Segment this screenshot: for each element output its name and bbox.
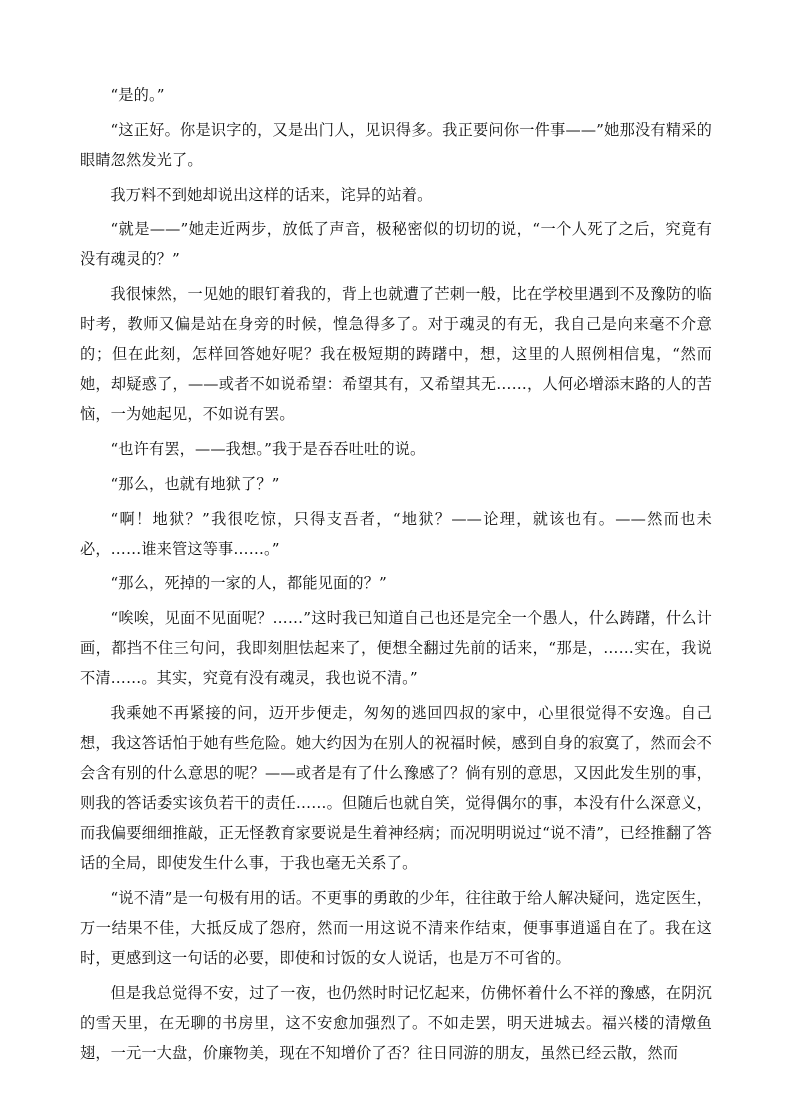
paragraph: 我乘她不再紧接的问，迈开步便走，匆匆的逃回四叔的家中，心里很觉得不安逸。自己想，我这答话怕于她有些危险。她大约因为在别人的祝福时候，感到自身的寂寞了，然而会不会含有别的什么意思的呢？——或者是有了什么豫感了？倘有别的意思，又因此发生别的事，则我的答话委实该负若干的责任……。但随后也就自笑，觉得偶尔的事，本没有什么深意义，而我偏要细细推敲，正无怪教育家要说是生着神经病；而况明明说过“说不清”，已经推翻了答话的全局，即使发生什么事，于我也毫无关系了。 [80, 703, 712, 872]
paragraph: “唉唉，见面不见面呢？……”这时我已知道自己也还是完全一个愚人，什么踌躇，什么计画，都挡不住三句问，我即刻胆怯起来了，便想全翻过先前的话来，“那是，……实在，我说不清……。其实，究竟有没有魂灵，我也说不清。” [80, 609, 712, 688]
paragraph: “那么，死掉的一家的人，都能见面的？” [110, 574, 387, 593]
paragraph: 但是我总觉得不安，过了一夜，也仍然时时记忆起来，仿佛怀着什么不祥的豫感，在阴沉的雪天里，在无聊的书房里，这不安愈加强烈了。不如走罢，明天进城去。福兴楼的清燉鱼翅，一元一大盘，价廉物美，现在不知增价了否？往日同游的朋友，虽然已经云散，然而 [80, 983, 712, 1062]
document-page [80, 80, 712, 1072]
paragraph: “这正好。你是识字的，又是出门人，见识得多。我正要问你一件事——”她那没有精采的眼睛忽然发光了。 [80, 120, 712, 169]
paragraph: 我万料不到她却说出这样的话来，诧异的站着。 [110, 185, 433, 204]
paragraph: 我很悚然，一见她的眼钉着我的，背上也就遭了芒刺一般，比在学校里遇到不及豫防的临时考，教师又偏是站在身旁的时候，惶急得多了。对于魂灵的有无，我自己是向来毫不介意的；但在此刻，怎样回答她好呢？我在极短期的踌躇中，想，这里的人照例相信鬼，“然而她，却疑惑了，——或者不如说希望：希望其有，又希望其无……，人何必增添末路的人的苦恼，一为她起见，不如说有罢。 [80, 285, 712, 424]
paragraph: “说不清”是一句极有用的话。不更事的勇敢的少年，往往敢于给人解决疑问，选定医生，万一结果不佳，大抵反成了怨府，然而一用这说不清来作结束，便事事逍遥自在了。我在这时，更感到这一句话的必要，即使和讨饭的女人说话，也是万不可省的。 [80, 888, 712, 967]
paragraph: “就是——”她走近两步，放低了声音，极秘密似的切切的说，“一个人死了之后，究竟有没有魂灵的？” [80, 220, 712, 269]
paragraph: “是的。” [110, 86, 165, 104]
paragraph: “也许有罢，——我想。”我于是吞吞吐吐的说。 [110, 439, 426, 458]
paragraph: “啊！地狱？”我很吃惊，只得支吾者，“地狱？——论理，就该也有。——然而也未必，……谁来管这等事……。” [80, 509, 712, 558]
paragraph: “那么，也就有地狱了？” [110, 474, 280, 493]
